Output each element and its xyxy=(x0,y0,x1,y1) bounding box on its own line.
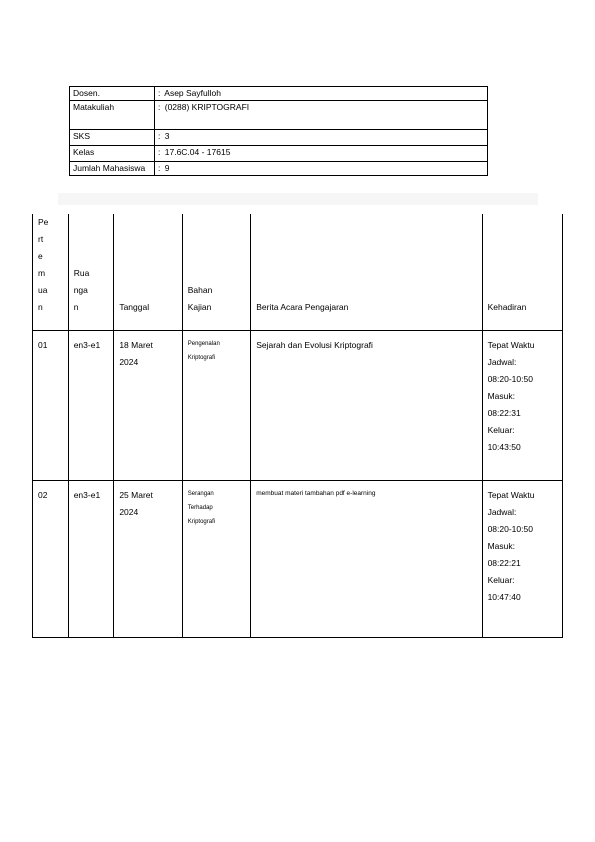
colon: : xyxy=(158,147,161,157)
colon: : xyxy=(158,163,161,173)
info-row-kelas xyxy=(70,146,488,162)
cell-pertemuan: 01 xyxy=(33,331,69,481)
header-tanggal: Tanggal xyxy=(114,214,182,331)
header-pertemuan: Pe rt e m ua n xyxy=(33,214,69,331)
course-info-table xyxy=(69,86,488,176)
cell-berita-acara: membuat materi tambahan pdf e-learning xyxy=(251,481,482,638)
colon: : xyxy=(158,102,161,112)
colon: : xyxy=(158,131,161,141)
table-row xyxy=(33,331,563,481)
header-row xyxy=(33,214,563,331)
cell-tanggal: 18 Maret 2024 xyxy=(114,331,182,481)
header-berita-acara: Berita Acara Pengajaran xyxy=(251,214,482,331)
info-label: SKS xyxy=(70,130,155,146)
info-label: Matakuliah xyxy=(70,101,155,130)
info-row-jumlah xyxy=(70,162,488,176)
info-value-matakuliah: (0288) KRIPTOGRAFI xyxy=(164,102,250,112)
cell-ruangan: en3-e1 xyxy=(68,481,114,638)
separator-shade xyxy=(58,193,538,205)
header-ruangan: Rua nga n xyxy=(68,214,114,331)
cell-bahan-kajian: Pengenalan Kriptografi xyxy=(182,331,250,481)
cell-tanggal: 25 Maret 2024 xyxy=(114,481,182,638)
cell-pertemuan: 02 xyxy=(33,481,69,638)
info-row-matakuliah xyxy=(70,101,488,130)
info-value-jumlah: 9 xyxy=(164,163,170,173)
info-value-sks: 3 xyxy=(164,131,170,141)
attendance-table xyxy=(32,214,563,638)
info-row-sks xyxy=(70,130,488,146)
cell-ruangan: en3-e1 xyxy=(68,331,114,481)
info-label: Dosen. xyxy=(70,87,155,101)
header-bahan-kajian: Bahan Kajian xyxy=(182,214,250,331)
cell-bahan-kajian: Serangan Terhadap Kriptografi xyxy=(182,481,250,638)
table-row xyxy=(33,481,563,638)
cell-berita-acara: Sejarah dan Evolusi Kriptografi xyxy=(251,331,482,481)
cell-kehadiran: Tepat Waktu Jadwal: 08:20-10:50 Masuk: 08:22:31 Keluar: 10:43:50 xyxy=(482,331,562,481)
info-value-kelas: 17.6C.04 - 17615 xyxy=(164,147,231,157)
header-kehadiran: Kehadiran xyxy=(482,214,562,331)
cell-kehadiran: Tepat Waktu Jadwal: 08:20-10:50 Masuk: 08:22:21 Keluar: 10:47:40 xyxy=(482,481,562,638)
info-label: Kelas xyxy=(70,146,155,162)
info-row-dosen xyxy=(70,87,488,101)
info-label: Jumlah Mahasiswa xyxy=(70,162,155,176)
colon: : xyxy=(158,88,161,98)
info-value-dosen: Asep Sayfulloh xyxy=(164,88,221,98)
